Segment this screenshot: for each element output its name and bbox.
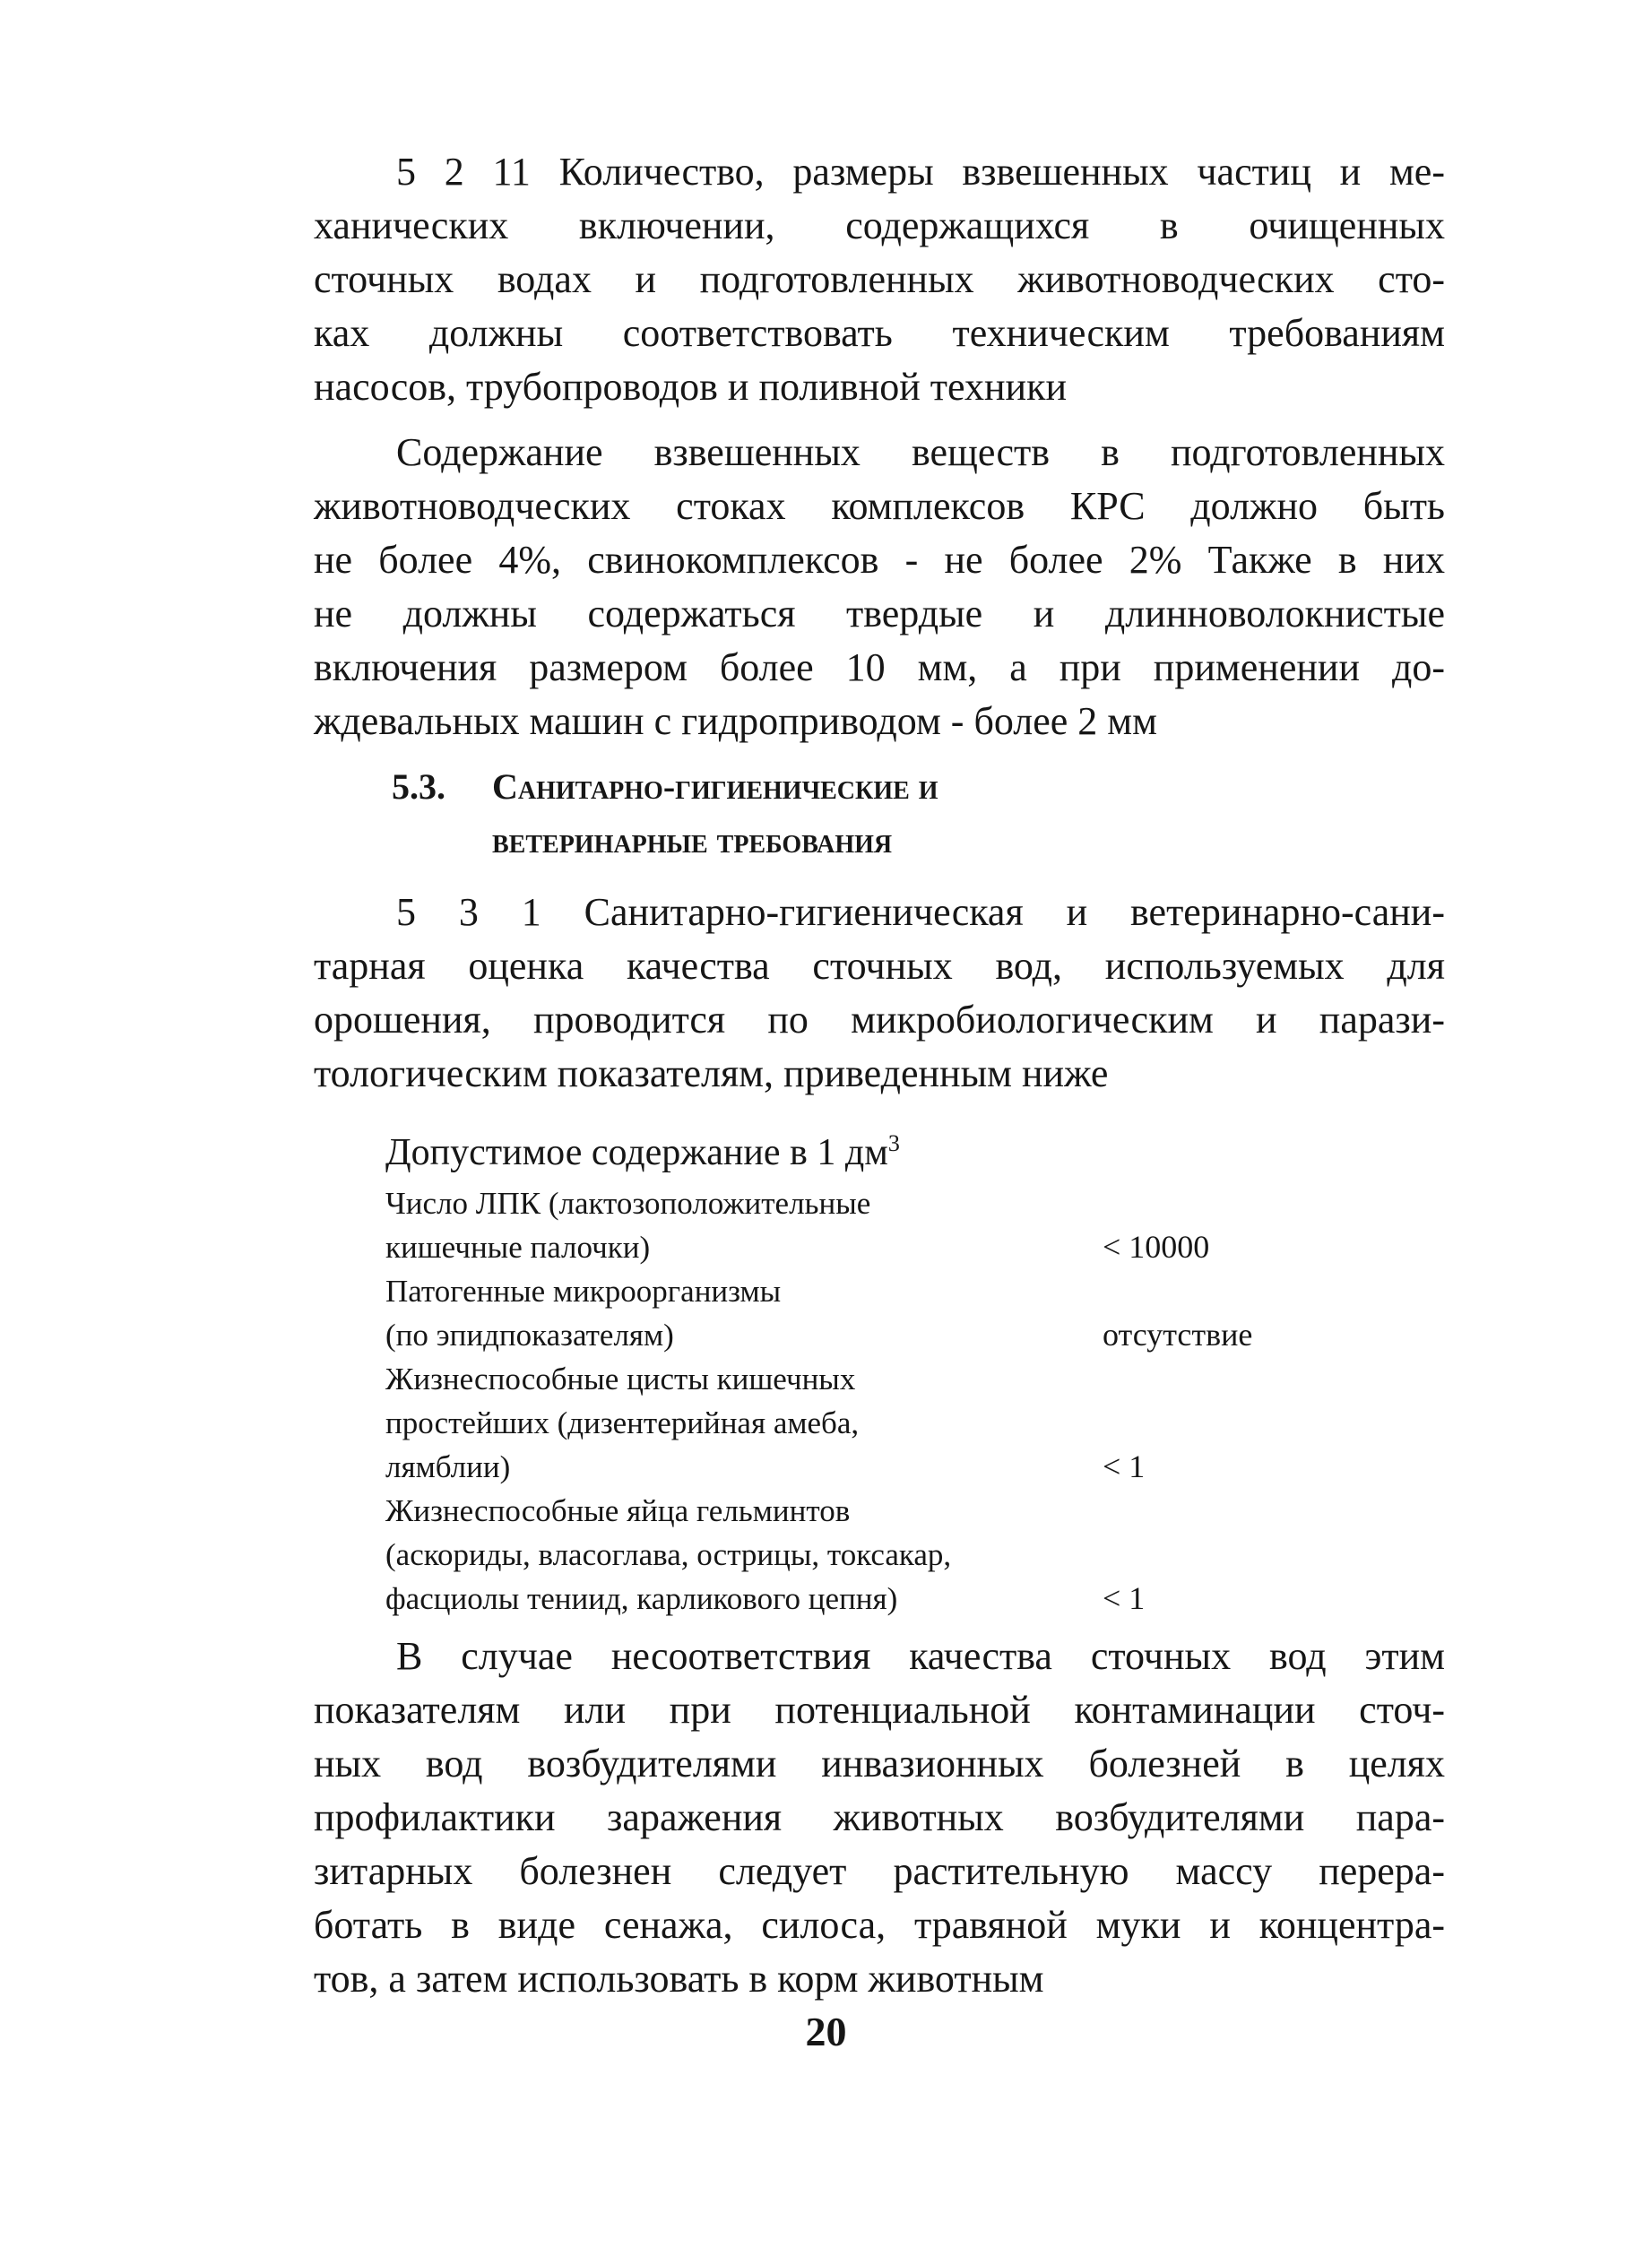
text-line: 5 2 11 Количество, размеры взвешенных частиц и ме-: [396, 150, 1445, 194]
text-line: насосов, трубопроводов и поливной техники: [314, 365, 1067, 409]
indicator-name-line: фасциолы тениид, карликового цепня): [385, 1581, 898, 1616]
text-line: зитарных болезнен следует растительную массу перера-: [314, 1849, 1445, 1893]
text-line: сточных водах и подготовленных животноводческих сто-: [314, 257, 1445, 301]
text-line: орошения, проводится по микробиологическим и парази-: [314, 998, 1445, 1042]
indicator-value: отсутствие: [1103, 1317, 1253, 1353]
indicator-name-line: простейших (дизентерийная амеба,: [385, 1405, 860, 1440]
paragraph-suspended-solids: [314, 426, 1445, 748]
text-line: Содержание взвешенных веществ в подготовленных: [396, 430, 1445, 474]
indicator-name-line: (по эпидпоказателям): [385, 1318, 674, 1353]
text-line: 5 3 1 Санитарно-гигиеническая и ветеринарно-сани-: [396, 890, 1445, 934]
paragraph-noncompliance: [314, 1630, 1445, 2006]
indicator-value: < 1: [1103, 1580, 1146, 1616]
indicator-name-line: Жизнеспособные яйца гельминтов: [385, 1493, 851, 1528]
indicator-name-line: Число ЛПК (лактозоположительные: [385, 1186, 871, 1221]
section-title-line-2: ветеринарные требования: [492, 820, 893, 860]
text-line: тологическим показателям, приведенным ниже: [314, 1051, 1109, 1095]
text-line: ботать в виде сенажа, силоса, травяной муки и концентра-: [314, 1903, 1445, 1947]
indicator-name-line: лямблии): [385, 1449, 511, 1484]
text-line: ных вод возбудителями инвазионных болезней в целях: [314, 1742, 1445, 1785]
indicator-name-line: Патогенные микроорганизмы: [385, 1274, 782, 1309]
indicators-table: [385, 1117, 1371, 1621]
table-row: [385, 1181, 1371, 1269]
indicator-name-line: (аскориды, власоглава, острицы, токсакар,: [385, 1537, 952, 1572]
table-header-superscript: 3: [887, 1130, 900, 1156]
text-line: В случае несоответствия качества сточных вод этим: [396, 1634, 1445, 1678]
text-line: профилактики заражения животных возбудителями пара-: [314, 1795, 1445, 1839]
section-heading-5-3: [392, 760, 1288, 868]
paragraph-5-3-1: [314, 886, 1445, 1101]
table-row: [385, 1269, 1371, 1357]
paragraph-5-2-11: [314, 145, 1445, 414]
text-line: ханических включении, содержащихся в очищенных: [314, 203, 1445, 247]
table-row: [385, 1489, 1371, 1621]
indicator-name-line: Жизнеспособные цисты кишечных: [385, 1362, 856, 1396]
table-header-text: Допустимое содержание в 1 дм: [385, 1132, 888, 1173]
text-line: не должны содержаться твердые и длинноволокнистые: [314, 592, 1445, 635]
indicator-value: < 10000: [1103, 1229, 1210, 1265]
text-line: не более 4%, свинокомплексов - не более 2% Также в них: [314, 538, 1445, 582]
indicator-name-line: кишечные палочки): [385, 1230, 651, 1265]
text-line: показателям или при потенциальной контаминации сточ-: [314, 1688, 1445, 1732]
text-line: включения размером более 10 мм, а при применении до-: [314, 645, 1445, 689]
text-line: ках должны соответствовать техническим требованиям: [314, 311, 1445, 355]
text-line: ждевальных машин с гидроприводом - более 2 мм: [314, 699, 1157, 743]
section-number: 5.3.: [392, 766, 445, 807]
text-line: животноводческих стоках комплексов КРС должно быть: [314, 484, 1445, 528]
indicator-value: < 1: [1103, 1448, 1146, 1484]
text-line: тарная оценка качества сточных вод, используемых для: [314, 944, 1445, 988]
page-number: 20: [805, 2009, 847, 2054]
text-line: тов, а затем использовать в корм животным: [314, 1957, 1044, 2001]
table-header: [385, 1117, 1371, 1180]
section-title-line-1: Санитарно-гигиенические и: [492, 766, 938, 807]
table-row: [385, 1357, 1371, 1489]
